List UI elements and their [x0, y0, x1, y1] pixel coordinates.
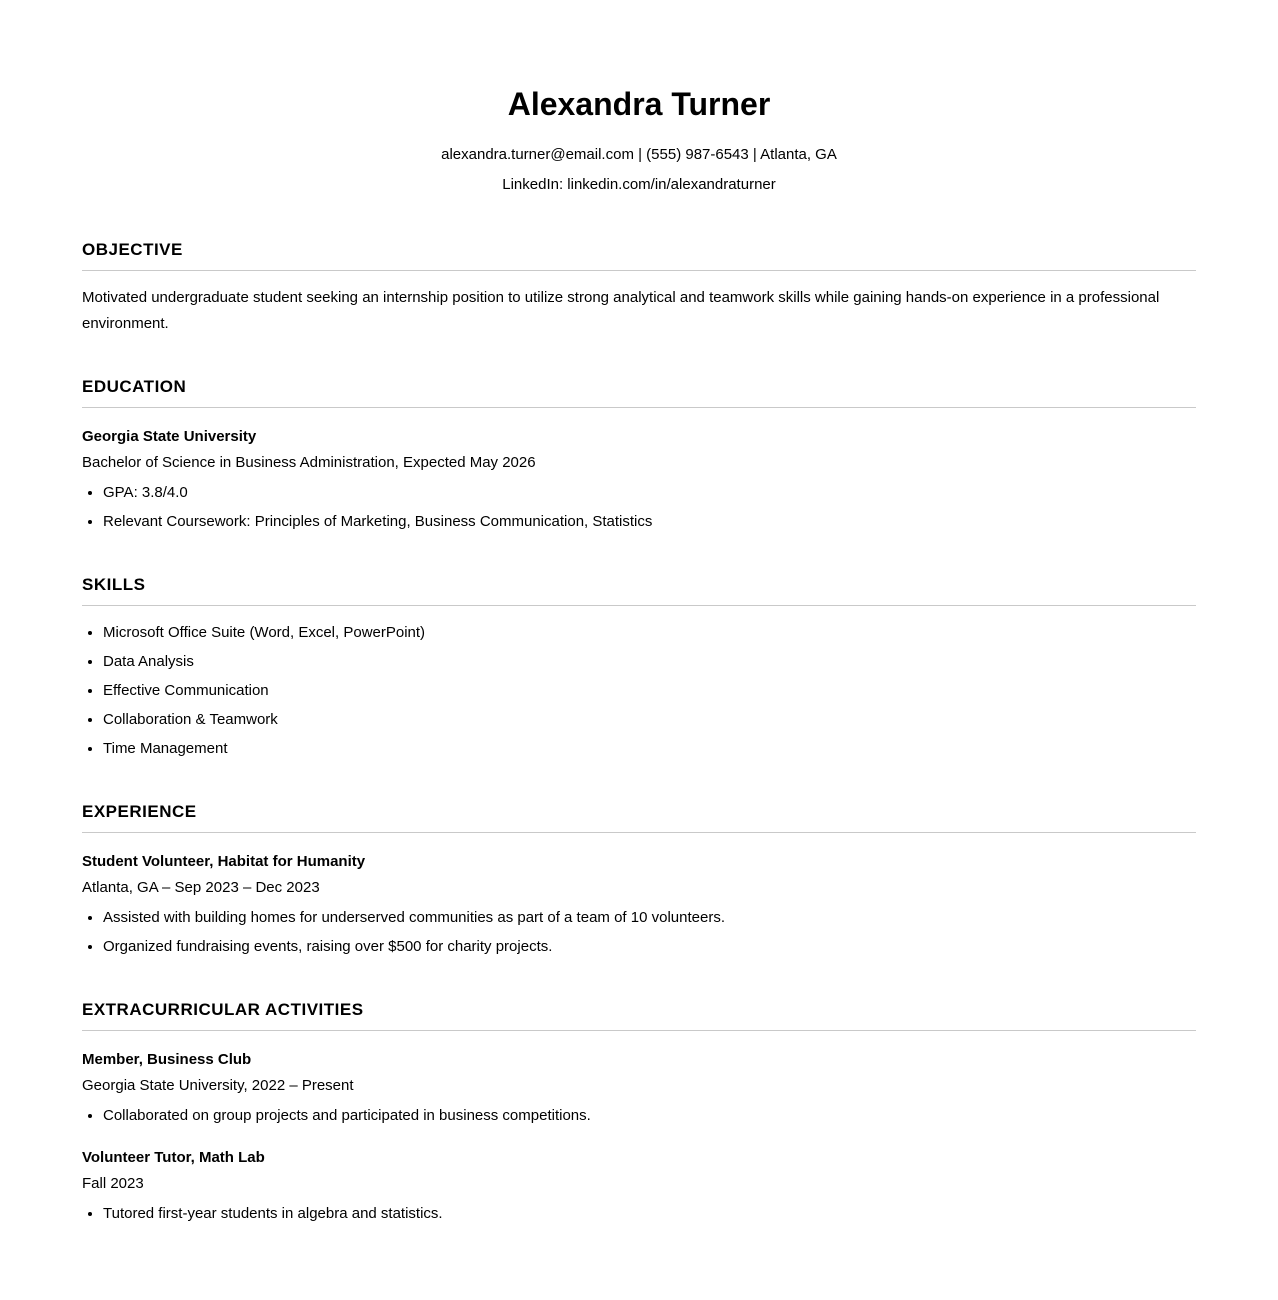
bullet-item: • Effective Communication	[103, 678, 1196, 704]
page-title: Alexandra Turner	[507, 86, 771, 122]
education-bullet-list	[82, 480, 1196, 535]
section-education	[82, 377, 1196, 535]
extracurricular-entry	[82, 1145, 1196, 1227]
bullet-item: • Organized fundraising events, raising over $500 for charity projects.	[103, 934, 1196, 960]
section-heading-experience: EXPERIENCE	[82, 802, 1196, 833]
bullet-item: • Time Management	[103, 736, 1196, 762]
section-skills	[82, 575, 1196, 762]
section-extracurricular	[82, 1000, 1196, 1227]
bullet-item: • Relevant Coursework: Principles of Marketing, Business Communication, Statistics	[103, 509, 1196, 535]
entry-meta-org-dates: Georgia State University, 2022 – Present	[82, 1077, 354, 1094]
contact-line: alexandra.turner@email.com | (555) 987-6543 | Atlanta, GA	[441, 146, 837, 163]
section-experience	[82, 802, 1196, 960]
linkedin-line: LinkedIn: linkedin.com/in/alexandraturner	[502, 176, 776, 193]
entry-meta-dates: Fall 2023	[82, 1175, 144, 1192]
section-heading-extracurricular: EXTRACURRICULAR ACTIVITIES	[82, 1000, 1196, 1031]
bullet-item: • Collaborated on group projects and participated in business competitions.	[103, 1103, 1196, 1129]
bullet-item: • Data Analysis	[103, 649, 1196, 675]
entry-title-role: Volunteer Tutor, Math Lab	[82, 1149, 265, 1166]
entry-title-school: Georgia State University	[82, 428, 257, 445]
contact-block	[82, 140, 1196, 200]
entry-title-role: Student Volunteer, Habitat for Humanity	[82, 853, 366, 870]
skills-bullet-list	[82, 620, 1196, 762]
objective-text: Motivated undergraduate student seeking an internship position to utilize strong analytical and teamwork skills while gaining hands-on experience in a professional environment.	[82, 289, 1160, 332]
entry-meta-location-dates: Atlanta, GA – Sep 2023 – Dec 2023	[82, 879, 320, 896]
section-objective	[82, 240, 1196, 337]
resume-header	[82, 86, 1196, 200]
bullet-item: • GPA: 3.8/4.0	[103, 480, 1196, 506]
extracurricular-entry	[82, 1047, 1196, 1129]
experience-bullet-list	[82, 905, 1196, 960]
section-heading-skills: SKILLS	[82, 575, 1196, 606]
bullet-item: • Assisted with building homes for underserved communities as part of a team of 10 volunteers.	[103, 905, 1196, 931]
entry-title-role: Member, Business Club	[82, 1051, 252, 1068]
bullet-item: • Microsoft Office Suite (Word, Excel, PowerPoint)	[103, 620, 1196, 646]
bullet-item: • Tutored first-year students in algebra and statistics.	[103, 1201, 1196, 1227]
bullet-item: • Collaboration & Teamwork	[103, 707, 1196, 733]
extracurricular-bullet-list	[82, 1201, 1196, 1227]
entry-meta-degree: Bachelor of Science in Business Administration, Expected May 2026	[82, 454, 536, 471]
section-heading-objective: OBJECTIVE	[82, 240, 1196, 271]
section-heading-education: EDUCATION	[82, 377, 1196, 408]
extracurricular-bullet-list	[82, 1103, 1196, 1129]
